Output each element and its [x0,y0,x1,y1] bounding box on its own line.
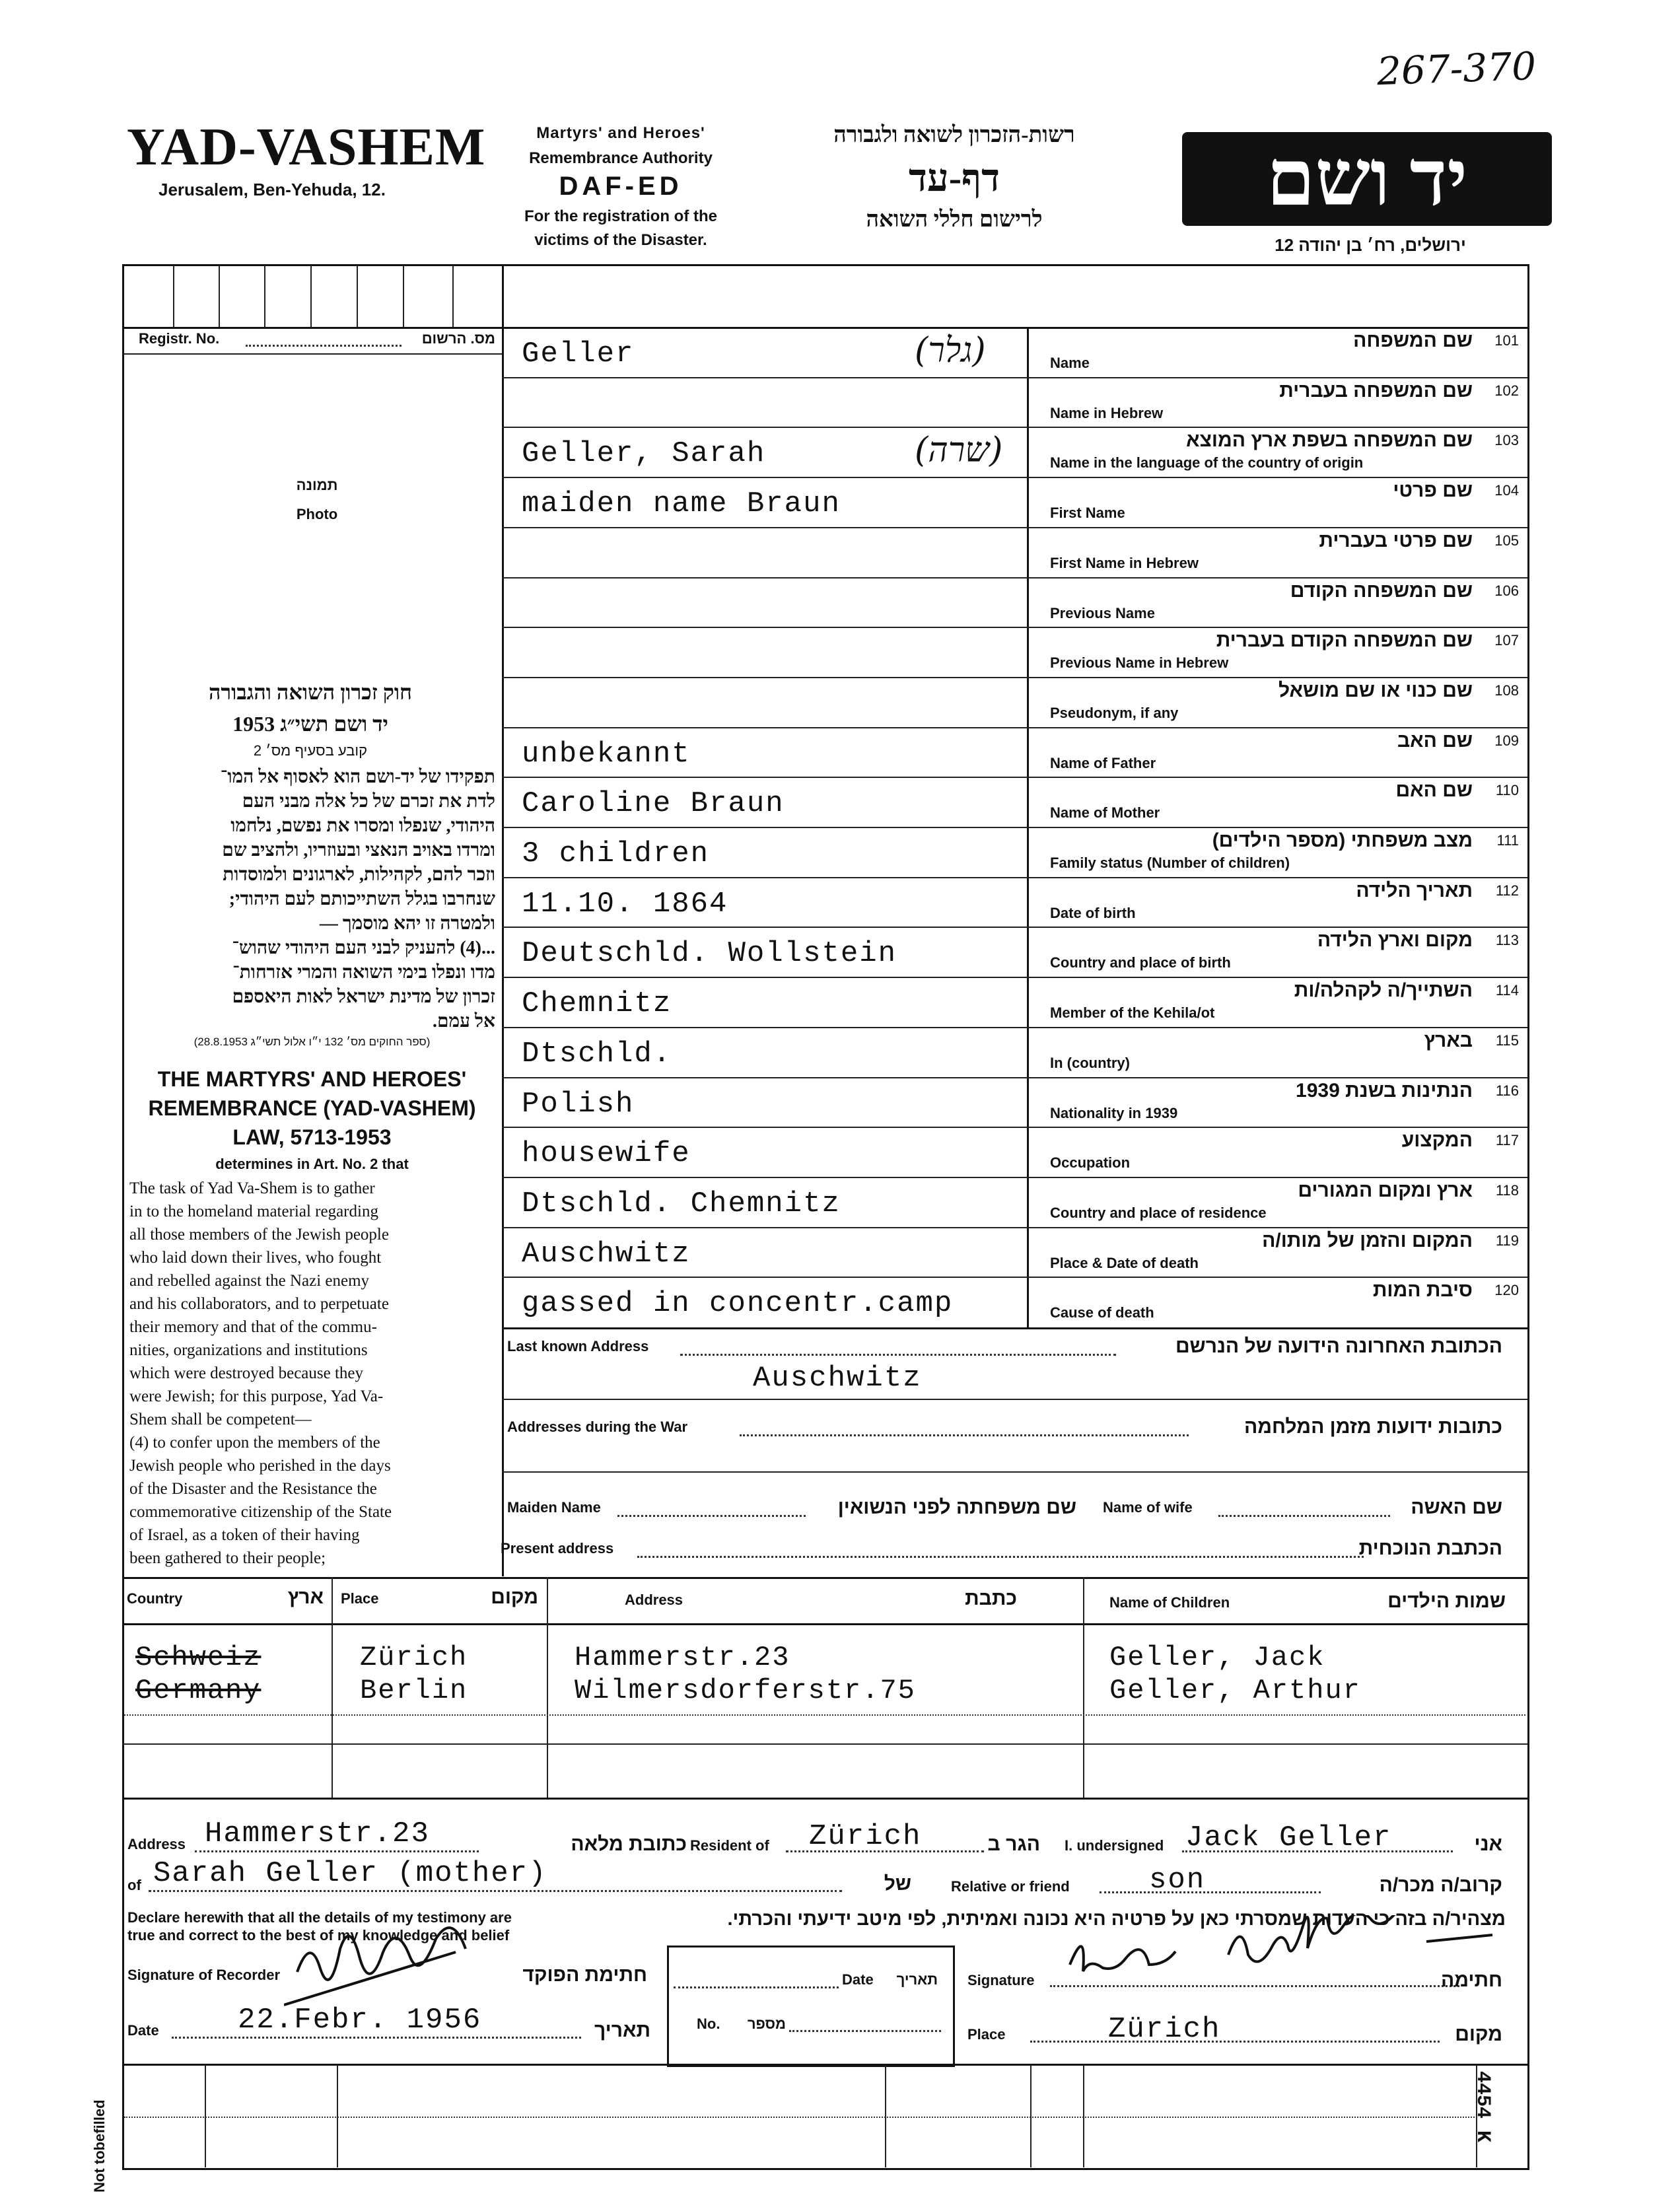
office-box-date-he: תאריך [896,1971,938,1988]
law-en-line: of Israel, as a token of their having [129,1526,360,1544]
table-row-line [124,1714,1525,1716]
law-title-en-line: LAW, 5713-1953 [232,1125,392,1149]
field-label-he: שם פרטי בעברית [1319,530,1473,551]
field-number: 115 [1495,1032,1519,1049]
decl-relative-he: קרוב/ה מכר/ה [1379,1874,1502,1896]
cell-place[interactable]: Zürich [360,1642,468,1673]
law-en-line: which were destroyed because they [129,1364,364,1382]
date-he: תאריך [594,2019,650,2041]
signature-label: Signature [967,1972,1035,1988]
law-en-line: been gathered to their people; [129,1549,326,1567]
office-box [667,1946,955,2067]
field-label-en: Date of birth [1050,905,1136,921]
field-label-en: Member of the Kehila/ot [1050,1004,1215,1021]
field-label-en: Place & Date of death [1050,1255,1199,1271]
decl-resident-value[interactable]: Zürich [809,1820,922,1853]
field-divider [502,627,1527,628]
field-label-he: שם המשפחה הקודם [1290,580,1473,602]
field-label-en: Name in the language of the country of origin [1050,454,1364,471]
last-known-address-he: הכתובת האחרונה הידועה של הנרשם [1175,1335,1502,1357]
recorder-signature-label: Signature of Recorder [127,1967,281,1983]
maiden-name-label: Maiden Name [507,1499,601,1516]
law-en-line: who laid down their lives, who fought [129,1249,382,1267]
law-he-line: וזכר להם, לקהילות, לארגונים ולמוסדות [223,864,495,885]
law-en-line: nities, organizations and institutions [129,1341,368,1359]
field-label-he: שם פרטי [1393,479,1473,501]
field-label-he: שם כנוי או שם מושאל [1278,680,1473,701]
field-number: 106 [1494,582,1519,599]
field-label-en: First Name [1050,505,1125,521]
decl-statement-he: מצהיר/ה בזה כי העדות שמסרתי כאן על פרטיה היא נכונה ואמיתית, לפי מיטב ידיעתי והכרתי. [727,1909,1506,1930]
law-en-line: and rebelled against the Nazi enemy [129,1272,370,1290]
field-value[interactable]: Dtschld. Chemnitz [522,1187,841,1220]
law-title-en-line: REMEMBRANCE (YAD-VASHEM) [148,1096,476,1120]
field-divider [502,1227,1527,1228]
field-divider [502,827,1527,828]
field-value[interactable]: Polish [522,1088,635,1121]
signature-he: חתימה [1440,1969,1502,1991]
form-name-he: דף-עד [909,157,1000,199]
org-address-en: Jerusalem, Ben-Yehuda, 12. [158,180,386,199]
field-label-he: השתייך/ה לקהלה/ות [1294,979,1473,1001]
cell-address[interactable]: Hammerstr.23 [575,1642,790,1673]
decl-undersigned-value[interactable]: Jack Geller [1185,1821,1392,1854]
law-title-en-line: THE MARTYRS' AND HEROES' [157,1067,467,1091]
decl-undersigned-label: I. undersigned [1065,1837,1164,1854]
field-label-en: Previous Name in Hebrew [1050,654,1229,671]
field-label-en: Country and place of residence [1050,1205,1267,1221]
field-number: 117 [1495,1132,1519,1148]
date-value[interactable]: 22.Febr. 1956 [238,2004,482,2037]
law-title-en [125,1065,499,1152]
field-number: 111 [1496,832,1519,849]
law-he-line: ...(4) להעניק לבני העם היהודי שהוש־ [232,938,495,958]
field-divider [502,1077,1527,1078]
law-he-line: שנחרבו בגלל השתייכותם לעם היהודי; [228,889,495,909]
cell-place[interactable]: Berlin [360,1675,468,1706]
law-ref-he: (ספר החוקים מס׳ 132 י״ו אלול תשי״ג 28.8.1953) [193,1035,431,1048]
logo-text-he: יד ושם [1266,135,1468,222]
present-address-label: Present address [501,1540,614,1557]
decl-resident-he: הגר ב [987,1833,1040,1855]
field-label-he: המקום והזמן של מותו/ה [1262,1230,1473,1251]
th-children: Name of Children [1109,1594,1230,1611]
field-label-he: שם המשפחה הקודם בעברית [1216,629,1473,651]
th-place: Place [341,1590,379,1607]
field-value[interactable]: maiden name Braun [522,487,841,520]
decl-of-he: של [884,1873,911,1895]
photo-area [124,355,501,666]
war-addresses-label: Addresses during the War [507,1419,688,1435]
field-label-en: Occupation [1050,1154,1131,1171]
field-label-en: Name [1050,355,1090,371]
maiden-name-he: שם משפחתה לפני הנשואין [837,1496,1076,1518]
field-number: 114 [1495,982,1519,999]
field-number: 109 [1494,732,1519,749]
cell-child-name[interactable]: Geller, Jack [1109,1642,1325,1673]
cell-address[interactable]: Wilmersdorferstr.75 [575,1675,916,1706]
war-addresses-he: כתובות ידועות מזמן המלחמה [1243,1416,1502,1438]
law-en-line: Jewish people who perished in the days [129,1457,391,1475]
th-country-he: ארץ [287,1586,324,1608]
authority-line-1: Martyrs' and Heroes' [536,124,705,142]
field-label-en: Name of Father [1050,755,1156,771]
field-value[interactable]: Dtschld. [522,1037,672,1070]
register-he: לרישום חללי השואה [866,207,1043,232]
field-value[interactable]: unbekannt [522,738,691,771]
law-en-line: in to the homeland material regarding [129,1203,378,1220]
field-label-he: המקצוע [1401,1129,1473,1151]
place-he: מקום [1455,2023,1502,2045]
field-number: 118 [1495,1182,1519,1199]
law-text-he [129,765,495,1034]
place-value[interactable]: Zürich [1108,2013,1221,2046]
field-number: 101 [1494,332,1519,349]
law-he-line: זכרון של מדינת ישראל לאות היאספם [232,987,495,1007]
th-country: Country [127,1590,183,1607]
witness-signature [1057,1915,1506,1988]
org-title-en: YAD-VASHEM [127,118,486,176]
field-label-he: שם המשפחה בשפת ארץ המוצא [1186,429,1473,451]
decl-address-he: כתובת מלאה [571,1833,687,1855]
decl-relative-label: Relative or friend [951,1878,1070,1895]
field-number: 120 [1494,1282,1519,1298]
cell-child-name[interactable]: Geller, Arthur [1109,1675,1361,1706]
form-name-en: DAF-ED [559,172,683,201]
law-en-line: were Jewish; for this purpose, Yad Va- [129,1387,384,1405]
field-label-he: תאריך הלידה [1356,880,1473,901]
field-annotation: (שרה) [915,431,1003,470]
law-year-he: יד ושם תשי״ג 1953 [232,712,388,736]
field-divider [502,727,1527,728]
field-divider [502,927,1527,928]
field-number: 108 [1494,682,1519,699]
office-box-no-label: No. [697,2016,720,2032]
field-label-en: First Name in Hebrew [1050,555,1199,571]
cell-country[interactable]: Schweiz [135,1642,262,1673]
law-en-line: The task of Yad Va-Shem is to gather [129,1179,375,1197]
field-label-he: סיבת המות [1372,1279,1473,1301]
decl-of-label: of [127,1877,141,1893]
field-label-he: ארץ ומקום המגורים [1298,1179,1473,1201]
field-label-he: מצב משפחתי (מספר הילדים) [1212,829,1473,851]
field-number: 107 [1494,632,1519,649]
decl-address-label: Address [127,1836,186,1852]
field-number: 105 [1494,532,1519,549]
field-label-he: שם המשפחה [1353,330,1473,351]
authority-line-4: For the registration of the [524,207,717,225]
law-en-line: commemorative citizenship of the State [129,1503,392,1521]
law-he-line: אל עמם. [433,1011,495,1032]
authority-line-2: Remembrance Authority [529,149,713,167]
law-he-line: ומרדו באויב הנאצי ובעוזריו, ולהציב שם [222,840,495,860]
law-he-line: ולמטרה זו יהא מוסמך — [319,913,495,934]
law-he-line: היהודי, שנפלו ומסרו את נפשם, נלחמו [230,816,495,836]
date-label: Date [127,2022,159,2039]
law-he-line: לדת את זכרם של כל אלה מבני העם [242,791,495,812]
field-value[interactable]: 3 children [522,837,710,870]
decl-undersigned-he: אני [1474,1833,1502,1855]
field-label-en: Pseudonym, if any [1050,705,1179,721]
last-known-address-value[interactable]: Auschwitz [753,1362,922,1395]
decl-resident-label: Resident of [690,1837,769,1854]
field-label-he: שם האב [1397,730,1473,752]
cell-country[interactable]: Germany [135,1675,262,1706]
field-value[interactable]: gassed in concentr.camp [522,1287,954,1320]
field-label-he: מקום וארץ הלידה [1317,929,1473,951]
field-divider [502,1177,1527,1178]
law-en-line: their memory and that of the commu- [129,1318,377,1336]
field-value[interactable]: housewife [522,1137,691,1170]
field-divider [502,1277,1527,1278]
decl-relative-value[interactable]: son [1149,1864,1206,1897]
field-label-en: Previous Name [1050,605,1155,621]
field-value[interactable]: Geller [522,337,635,370]
field-label-en: Cause of death [1050,1304,1154,1321]
place-label: Place [967,2026,1006,2043]
registr-label-he: מס. הרשום [421,330,495,347]
field-divider [502,427,1527,428]
field-number: 112 [1495,882,1519,899]
registr-label: Registr. No. [139,330,220,347]
last-known-address-label: Last known Address [507,1338,649,1354]
law-en-line: and his collaborators, and to perpetuate [129,1295,389,1313]
not-to-be-filled: Not tobefilled [91,2099,108,2192]
decl-of-value[interactable]: Sarah Geller (mother) [153,1857,547,1890]
field-divider [502,527,1527,528]
th-children-he: שמות הילדים [1387,1590,1506,1612]
stamp-code: 4454 K [1471,2071,1494,2143]
recorder-signature-he: חתימת הפוקד [522,1964,647,1986]
field-value[interactable]: Chemnitz [522,987,672,1020]
th-address: Address [625,1592,683,1608]
field-divider [502,1127,1527,1128]
field-divider [502,777,1527,778]
law-determines: determines in Art. No. 2 that [215,1156,409,1172]
field-number: 102 [1494,382,1519,399]
authority-he: רשות-הזכרון לשואה ולגבורה [833,123,1075,147]
field-number: 110 [1495,782,1519,798]
field-label-he: הנתינות בשנת 1939 [1296,1080,1473,1102]
th-place-he: מקום [491,1586,538,1608]
law-sub-he: קובע בסעיף מס׳ 2 [253,742,368,759]
office-box-no-he: מספר [747,2016,786,2032]
reference-number: 267-370 [1376,43,1537,94]
law-en-line: (4) to confer upon the members of the [129,1434,380,1452]
decl-address-value[interactable]: Hammerstr.23 [205,1817,430,1850]
field-label-en: Name of Mother [1050,804,1160,821]
law-he-line: מדו ונפלו בימי השואה והמרי אזרחות־ [232,962,495,983]
field-label-he: שם המשפחה בעברית [1279,380,1473,402]
wife-name-he: שם האשה [1411,1496,1502,1518]
field-label-he: בארץ [1424,1030,1473,1051]
field-divider [502,977,1527,978]
law-en-line: Shem shall be competent— [129,1411,312,1428]
law-text-en [129,1177,499,1570]
field-value[interactable]: Caroline Braun [522,787,785,820]
field-label-he: שם האם [1395,779,1473,801]
field-divider [502,877,1527,878]
recorder-signature [284,1926,548,2012]
law-en-line: all those members of the Jewish people [129,1226,389,1244]
field-value[interactable]: Auschwitz [522,1238,691,1271]
office-strip-line [124,2117,1475,2118]
wife-name-label: Name of wife [1103,1499,1193,1516]
field-number: 113 [1495,932,1519,948]
office-box-date-label: Date [842,1971,874,1988]
decl-statement-en: Declare herewith that all the details of my testimony are true and correct to the best of my knowledge and belief [127,1909,512,1944]
field-value[interactable]: Geller, Sarah [522,437,766,470]
field-divider [502,1027,1527,1028]
field-label-en: Country and place of birth [1050,954,1231,971]
field-value[interactable]: Deutschld. Wollstein [522,937,897,970]
field-annotation: (גלר) [915,331,986,370]
field-label-en: Family status (Number of children) [1050,855,1290,871]
field-number: 103 [1494,432,1519,448]
law-he-line: תפקידו של יד-ושם הוא לאסוף אל המו־ [220,767,495,787]
field-number: 119 [1495,1232,1519,1249]
field-divider [502,477,1527,478]
law-title-he: חוק זכרון השואה והגבורה [209,680,412,704]
field-label-en: Nationality in 1939 [1050,1105,1178,1121]
field-divider [502,677,1527,678]
authority-line-5: victims of the Disaster. [534,231,707,249]
field-value[interactable]: 11.10. 1864 [522,888,728,921]
law-en-line: of the Disaster and the Resistance the [129,1480,377,1498]
photo-label-en: Photo [296,506,338,522]
field-divider [502,577,1527,579]
field-divider [502,377,1527,378]
address-he: ירושלים, רח׳ בן יהודה 12 [1275,235,1466,255]
present-address-he: הכתבת הנוכחית [1358,1537,1502,1559]
field-label-en: In (country) [1050,1055,1130,1071]
photo-label-he: תמונה [296,477,338,493]
field-number: 104 [1494,482,1519,499]
field-label-en: Name in Hebrew [1050,405,1164,421]
field-number: 116 [1495,1082,1519,1099]
th-address-he: כתבת [965,1588,1017,1609]
